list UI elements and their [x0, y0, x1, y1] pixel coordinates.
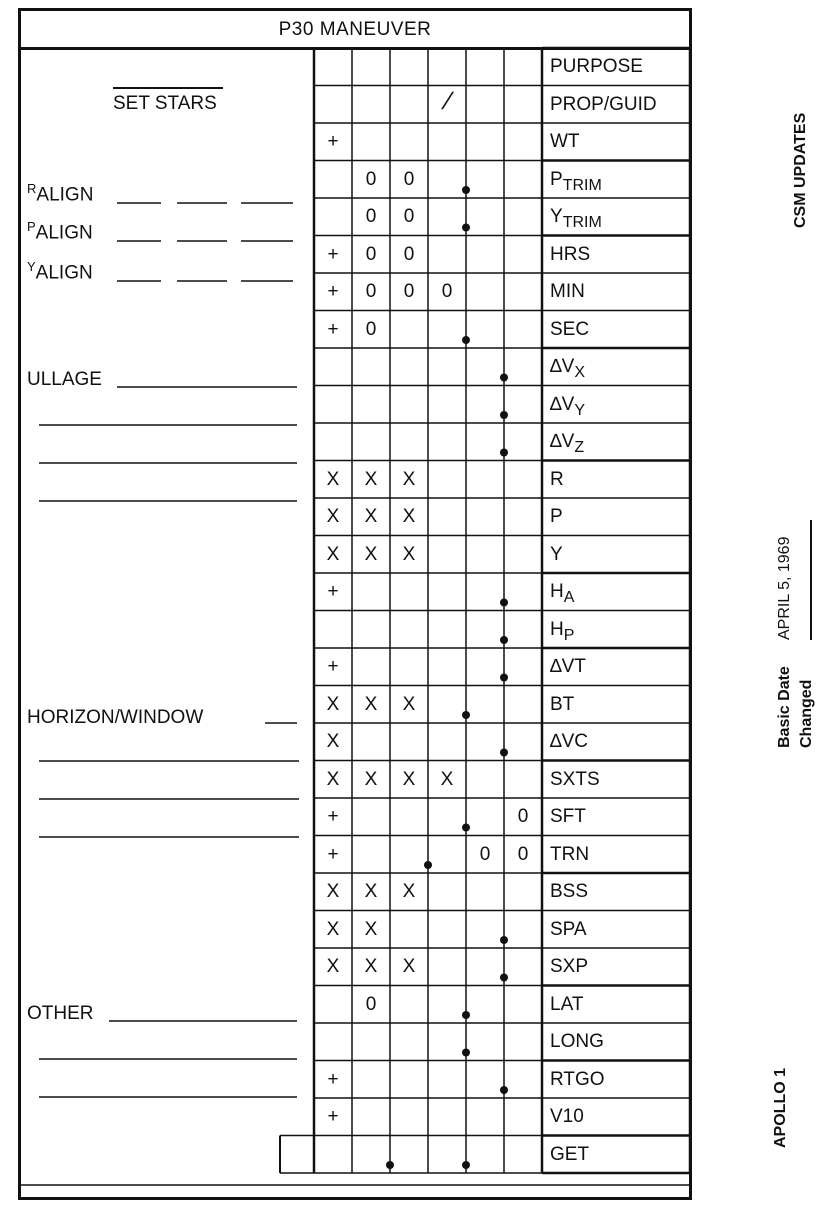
changed-label: Changed: [798, 679, 815, 748]
parameter-label-sub: X: [574, 363, 585, 381]
grid-cell-value: X: [326, 543, 340, 565]
parameter-label-main: H: [550, 618, 564, 640]
decimal-point-dot: [500, 449, 508, 457]
grid-cell-value: +: [327, 1106, 339, 1127]
parameter-label-sub: TRIM: [562, 176, 602, 194]
grid-cell-value: 0: [403, 281, 415, 302]
grid-cell-value: 0: [365, 993, 377, 1015]
decimal-point-dot: [424, 861, 432, 869]
parameter-label: [550, 395, 585, 419]
parameter-label-sub: P: [563, 626, 575, 644]
parameter-label: P: [550, 506, 563, 527]
decimal-point-dot: [462, 224, 470, 232]
parameter-label-main: ∆V: [550, 393, 575, 415]
grid-cell-value: +: [327, 806, 339, 827]
grid-cell-value: +: [327, 243, 339, 265]
parameter-label: PURPOSE: [550, 56, 643, 77]
basic-date-label: Basic Date: [776, 666, 793, 748]
parameter-label: SPA: [550, 918, 587, 940]
grid-cell-value: X: [364, 468, 378, 490]
parameter-label: ∆VC: [550, 731, 589, 752]
parameter-label: Y: [550, 543, 563, 565]
grid-cell-value: X: [402, 881, 416, 902]
grid-cell-value: 0: [365, 243, 377, 265]
grid-cell-value: 0: [403, 243, 415, 265]
decimal-point-dot: [462, 1011, 470, 1019]
grid-cell-value: 0: [365, 281, 377, 302]
grid-cell-value: X: [402, 693, 416, 715]
parameter-label: R: [550, 468, 564, 490]
parameter-label: HRS: [550, 243, 591, 265]
parameter-label: TRN: [550, 843, 590, 865]
parameter-label: LONG: [550, 1031, 604, 1052]
side-bottom-text: APOLLO 1: [772, 1067, 789, 1148]
grid-cell-value: X: [402, 468, 416, 490]
grid-cell-value: +: [327, 318, 339, 340]
parameter-label: GET: [550, 1143, 590, 1165]
decimal-point-dot: [462, 824, 470, 832]
grid-cell-value: +: [327, 581, 339, 602]
parameter-label-sub: Y: [574, 401, 585, 419]
decimal-point-dot: [462, 711, 470, 719]
decimal-point-dot: [500, 749, 508, 757]
p-align-text: ALIGN: [35, 222, 93, 244]
y-align-sup: Y: [27, 259, 36, 274]
parameter-label: [550, 432, 584, 456]
set-stars-label: SET STARS: [113, 93, 217, 114]
grid-cell-value: X: [326, 506, 340, 527]
parameter-label: [550, 170, 602, 194]
parameter-label-main: ∆V: [550, 356, 575, 377]
grid-cell-value: X: [326, 693, 340, 715]
parameter-label-main: P: [550, 168, 563, 190]
grid-cell-value: X: [364, 506, 378, 527]
parameter-label: [550, 582, 574, 606]
parameter-label-main: ∆V: [550, 431, 575, 452]
grid-cell-value: X: [402, 506, 416, 527]
grid-cell-value: X: [326, 468, 340, 490]
grid-cell-value: X: [402, 956, 416, 977]
parameter-label-sub: A: [563, 588, 575, 606]
parameter-label: V10: [550, 1106, 584, 1127]
grid-cell-value: X: [326, 731, 340, 752]
r-align-text: ALIGN: [36, 184, 94, 206]
decimal-point-dot: [500, 936, 508, 944]
parameter-label: [550, 207, 602, 231]
grid-cell-value: +: [327, 281, 339, 302]
y-align-text: ALIGN: [35, 262, 93, 284]
decimal-point-dot: [500, 411, 508, 419]
grid-cell-value: 0: [403, 168, 415, 190]
decimal-point-dot: [462, 1049, 470, 1057]
parameter-label: ∆VT: [550, 656, 586, 677]
parameter-label: RTGO: [550, 1068, 605, 1090]
grid-cell-value: 0: [365, 318, 377, 340]
grid-cell-value: X: [364, 956, 378, 977]
grid-cell-value: 0: [365, 206, 377, 227]
grid-cell-value: 0: [517, 843, 529, 865]
grid-cell-value: X: [326, 768, 340, 790]
decimal-point-dot: [500, 374, 508, 382]
decimal-point-dot: [500, 974, 508, 982]
grid-cell-value: X: [326, 956, 340, 977]
grid-cell-value: X: [364, 918, 378, 940]
ullage-label: ULLAGE: [27, 369, 102, 390]
decimal-point-dot: [500, 636, 508, 644]
parameter-label: WT: [550, 131, 580, 152]
changed-line: [810, 520, 812, 640]
p-align-sup: P: [27, 219, 36, 234]
parameter-label-sub: TRIM: [562, 213, 602, 231]
parameter-label: SXP: [550, 956, 589, 977]
grid-cell-value: X: [364, 543, 378, 565]
parameter-label: SFT: [550, 806, 586, 827]
grid-cell-value: X: [402, 543, 416, 565]
other-label: OTHER: [27, 1003, 94, 1024]
parameter-label: [550, 357, 585, 381]
grid-cell-value: +: [327, 656, 339, 677]
decimal-point-dot: [500, 599, 508, 607]
parameter-label-main: Y: [550, 206, 563, 227]
decimal-point-dot: [462, 186, 470, 194]
side-top-text: CSM UPDATES: [792, 112, 809, 228]
grid-cell-value: X: [326, 881, 340, 902]
decimal-point-dot: [462, 336, 470, 344]
decimal-point-dot: [500, 1086, 508, 1094]
decimal-point-dot: [462, 1161, 470, 1169]
parameter-label-sub: Z: [574, 438, 585, 456]
horizon-window-label: HORIZON/WINDOW: [27, 707, 204, 728]
grid-cell-value: +: [327, 131, 339, 152]
grid-cell-value: X: [402, 768, 416, 790]
parameter-label: SXTS: [550, 768, 600, 790]
parameter-label: MIN: [550, 281, 585, 302]
parameter-label: SEC: [550, 318, 590, 340]
grid-cell-value: X: [326, 918, 340, 940]
form-title: P30 MANEUVER: [21, 11, 689, 50]
grid-cell-value: +: [327, 843, 339, 865]
grid-cell-value: 0: [479, 843, 491, 865]
grid-cell-value: X: [364, 768, 378, 790]
grid-cell-value: 0: [403, 206, 415, 227]
grid-cell-value: +: [327, 1068, 339, 1090]
grid-cell-value: 0: [365, 168, 377, 190]
grid-cell-value: 0: [441, 281, 453, 302]
parameter-label: [550, 620, 574, 644]
r-align-sup: R: [27, 181, 37, 196]
decimal-point-dot: [386, 1161, 394, 1169]
grid-cell-value: 0: [517, 806, 529, 827]
grid-cell-value: X: [440, 768, 454, 790]
grid-cell-value: X: [364, 881, 378, 902]
basic-date-value: APRIL 5, 1969: [776, 536, 793, 640]
grid-cell-value: X: [364, 693, 378, 715]
parameter-label: BSS: [550, 881, 589, 902]
parameter-label-main: H: [550, 581, 564, 602]
parameter-label: PROP/GUID: [550, 93, 657, 115]
parameter-label: LAT: [550, 993, 584, 1015]
parameter-label: BT: [550, 693, 575, 715]
decimal-point-dot: [500, 674, 508, 682]
grid-cell-value: /: [438, 87, 456, 115]
